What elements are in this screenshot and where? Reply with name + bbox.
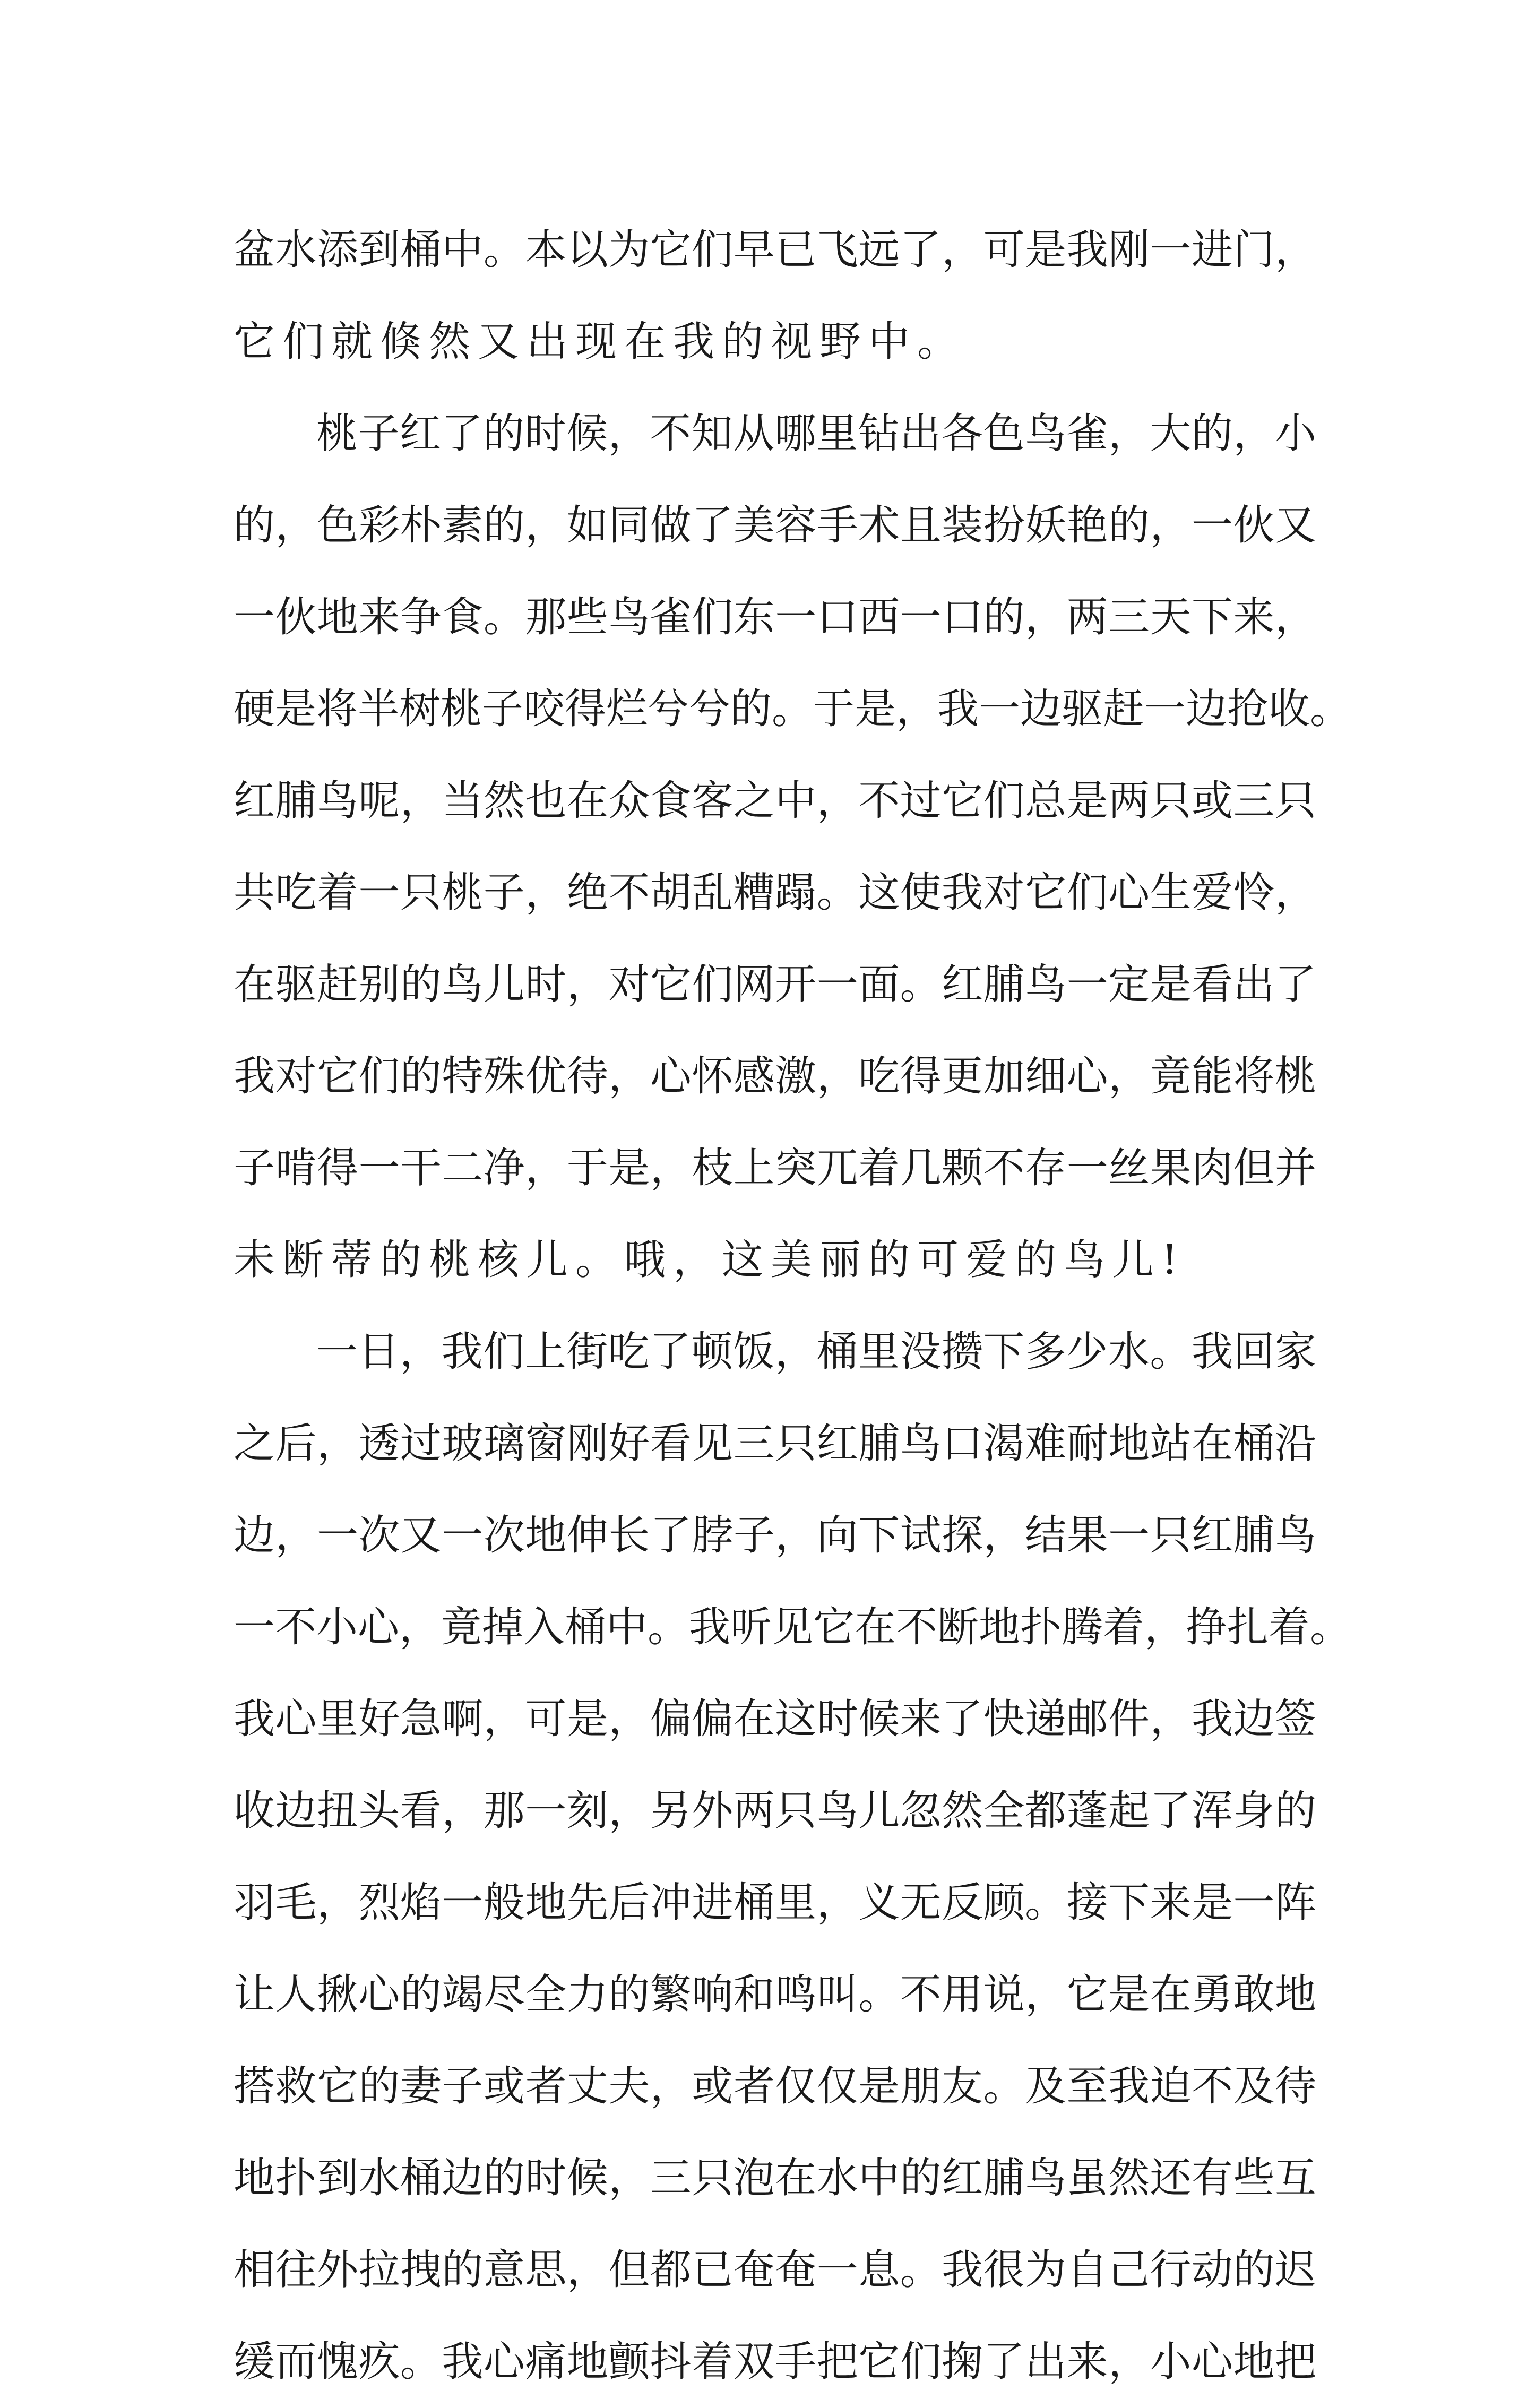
text-line: 一伙地来争食。那些鸟雀们东一口西一口的，两三天下来，	[234, 593, 1316, 641]
text-line: 未断蒂的桃核儿。哦，这美丽的可爱的鸟儿!	[234, 1236, 1186, 1284]
text-line: 让人揪心的竭尽全力的繁响和鸣叫。不用说，它是在勇敢地	[234, 1971, 1316, 2018]
text-line: 一不小心，竟掉入桶中。我听见它在不断地扑腾着，挣扎着。	[234, 1603, 1352, 1651]
text-line: 我心里好急啊，可是，偏偏在这时候来了快递邮件，我边签	[234, 1695, 1316, 1743]
text-line: 一日，我们上街吃了顿饭，桶里没攒下多少水。我回家	[316, 1328, 1316, 1376]
text-line: 相往外拉拽的意思，但都已奄奄一息。我很为自己行动的迟	[234, 2246, 1316, 2294]
text-line: 的，色彩朴素的，如同做了美容手术且装扮妖艳的，一伙又	[234, 502, 1316, 549]
text-line: 缓而愧疚。我心痛地颤抖着双手把它们掬了出来，小心地把	[234, 2338, 1316, 2386]
text-line: 红脯鸟呢，当然也在众食客之中，不过它们总是两只或三只	[234, 777, 1316, 825]
text-line: 收边扭头看，那一刻，另外两只鸟儿忽然全都蓬起了浑身的	[234, 1787, 1316, 1835]
paragraph-3	[234, 1306, 1352, 2408]
text-line: 在驱赶别的鸟儿时，对它们网开一面。红脯鸟一定是看出了	[234, 961, 1316, 1008]
text-line: 我对它们的特殊优待，心怀感激，吃得更加细心，竟能将桃	[234, 1052, 1316, 1100]
text-line: 桃子红了的时候，不知从哪里钻出各色鸟雀，大的，小	[316, 410, 1316, 458]
text-line: 共吃着一只桃子，绝不胡乱糟蹋。这使我对它们心生爱怜，	[234, 869, 1316, 917]
paragraph-2	[234, 388, 1352, 1306]
text-line: 边，一次又一次地伸长了脖子，向下试探，结果一只红脯鸟	[234, 1512, 1316, 1559]
text-line: 子啃得一干二净，于是，枝上突兀着几颗不存一丝果肉但并	[234, 1144, 1316, 1192]
text-line: 盆水添到桶中。本以为它们早已飞远了，可是我刚一进门，	[234, 226, 1316, 274]
body-text	[234, 204, 1352, 2408]
text-line: 搭救它的妻子或者丈夫，或者仅仅是朋友。及至我迫不及待	[234, 2062, 1316, 2110]
text-line: 它们就倏然又出现在我的视野中。	[234, 318, 967, 366]
text-line: 羽毛，烈焰一般地先后冲进桶里，义无反顾。接下来是一阵	[234, 1879, 1316, 1927]
text-line: 硬是将半树桃子咬得烂兮兮的。于是，我一边驱赶一边抢收。	[234, 685, 1352, 733]
paragraph-1	[234, 204, 1316, 388]
text-line: 之后，透过玻璃窗刚好看见三只红脯鸟口渴难耐地站在桶沿	[234, 1420, 1316, 1468]
text-line: 地扑到水桶边的时候，三只泡在水中的红脯鸟虽然还有些互	[234, 2154, 1316, 2202]
